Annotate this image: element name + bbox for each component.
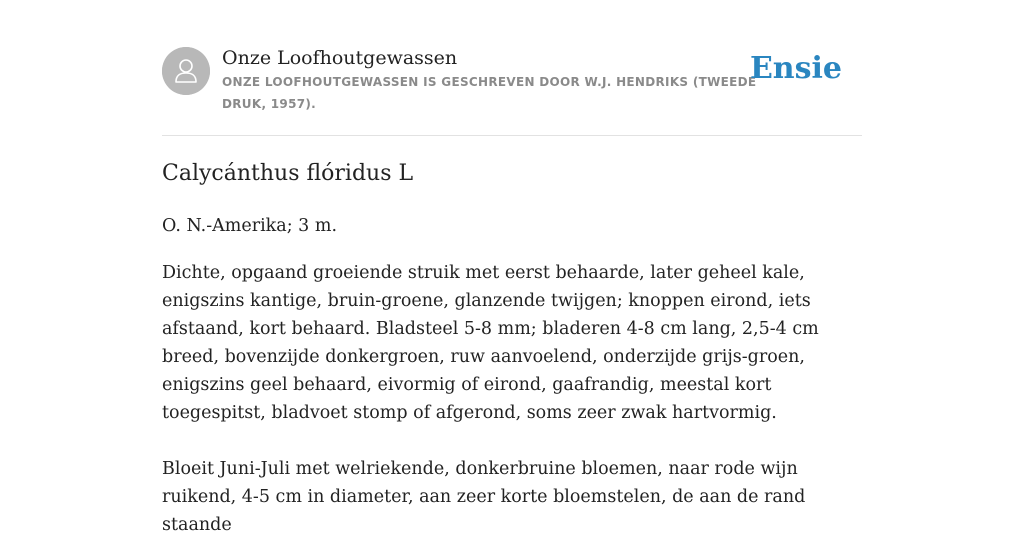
source-title[interactable]: Onze Loofhoutgewassen bbox=[222, 47, 458, 69]
header-divider bbox=[162, 135, 862, 136]
paragraph-flowering: Bloeit Juni-Juli met welriekende, donkerbruine bloemen, naar rode wijn ruikend, 4-5 cm in diameter, aan zeer korte bloemstelen, de aan de rand staande bbox=[162, 459, 806, 535]
article-content bbox=[162, 158, 862, 539]
paragraph-description: Dichte, opgaand groeiende struik met eerst behaarde, later geheel kale, enigszins kantige, bruin-groene, glanzende twijgen; knoppen eirond, iets afstaand, kort behaard. Bladsteel 5-8 mm; bladeren 4-8 cm lang, 2,5-4 cm breed, bovenzijde donkergroen, ruw aanvoelend, onderzijde grijs-groen, enigszins geel behaard, eivormig of eirond, gaafrandig, meestal kort toegespitst, bladvoet stomp of afgerond, soms zeer zwak hartvormig. bbox=[162, 263, 819, 423]
entry-title: Calycánthus flóridus L bbox=[162, 161, 414, 186]
source-description: ONZE LOOFHOUTGEWASSEN IS GESCHREVEN DOOR W.J. HENDRIKS (TWEEDE DRUK, 1957). bbox=[222, 75, 757, 111]
user-icon[interactable] bbox=[162, 47, 210, 95]
paragraph-distribution: O. N.-Amerika; 3 m. bbox=[162, 216, 338, 236]
source-header bbox=[162, 46, 862, 136]
brand-logo[interactable]: Ensie bbox=[749, 51, 842, 86]
